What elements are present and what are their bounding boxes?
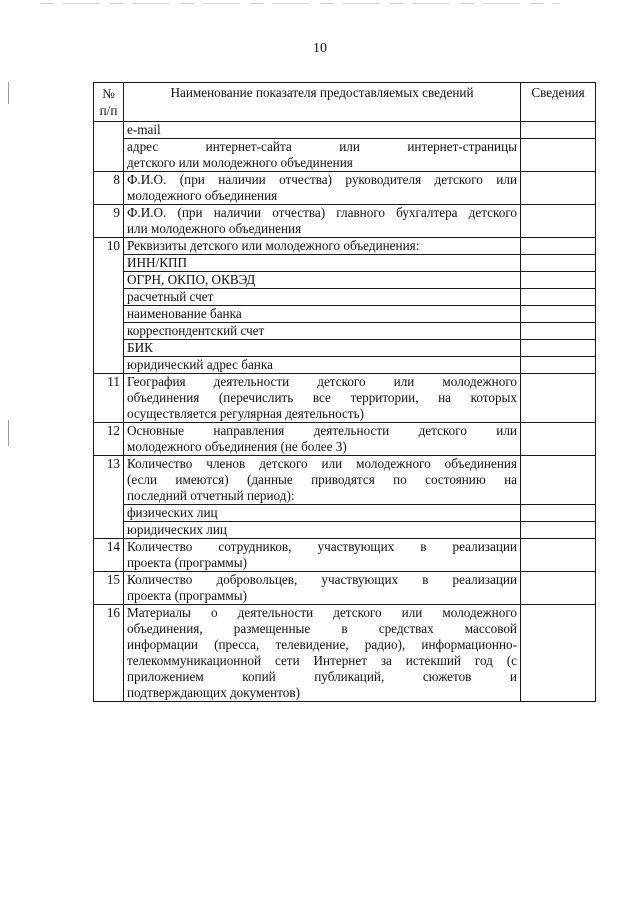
table-row: [94, 357, 596, 374]
indicator-text-line: Материалы о деятельности детского или молодежного: [127, 605, 517, 620]
indicator-text-line: подтверждающих документов): [127, 685, 300, 700]
row-number: 11: [94, 374, 124, 423]
indicator-text-line: e-mail: [127, 122, 161, 137]
row-value-cell[interactable]: [521, 423, 596, 456]
row-indicator-name: [124, 423, 521, 456]
table-row: [94, 238, 596, 255]
row-indicator-name: [124, 522, 521, 539]
row-number: [94, 522, 124, 539]
table-row: [94, 139, 596, 172]
table-row: [94, 572, 596, 605]
indicator-text-line: детского или молодежного объединения: [127, 155, 353, 170]
table-row: [94, 374, 596, 423]
table-row: [94, 340, 596, 357]
row-value-cell[interactable]: [521, 374, 596, 423]
indicator-text-line: ИНН/КПП: [127, 255, 188, 270]
header-value: Сведения: [521, 83, 596, 122]
row-value-cell[interactable]: [521, 306, 596, 323]
indicator-text-line: наименование банка: [127, 306, 242, 321]
indicator-text-line: корреспондентский счет: [127, 323, 265, 338]
row-indicator-name: [124, 122, 521, 139]
indicator-text-line: расчетный счет: [127, 289, 214, 304]
row-number: 10: [94, 238, 124, 255]
row-value-cell[interactable]: [521, 539, 596, 572]
row-indicator-name: [124, 238, 521, 255]
row-number: 16: [94, 605, 124, 702]
row-number: [94, 340, 124, 357]
row-number: 9: [94, 205, 124, 238]
scan-artifact-mark: [8, 82, 9, 104]
indicator-text-line: Ф.И.О. (при наличии отчества) главного бухгалтера детского: [127, 205, 517, 220]
row-indicator-name: [124, 605, 521, 702]
table-row: [94, 539, 596, 572]
row-value-cell[interactable]: [521, 605, 596, 702]
row-number: [94, 139, 124, 172]
row-value-cell[interactable]: [521, 122, 596, 139]
indicator-text-line: адрес интернет-сайта или интернет-страницы: [127, 139, 517, 154]
table-row: [94, 172, 596, 205]
indicator-text-line: (если имеются) (данные приводятся по состоянию на: [127, 472, 517, 487]
indicator-text-line: География деятельности детского или молодежного: [127, 374, 517, 389]
row-indicator-name: [124, 374, 521, 423]
indicator-text-line: Количество членов детского или молодежного объединения: [127, 456, 517, 471]
indicator-text-line: проекта (программы): [127, 555, 248, 570]
row-value-cell[interactable]: [521, 522, 596, 539]
indicator-text-line: объединения, размещенные в средствах массовой: [127, 621, 517, 636]
row-value-cell[interactable]: [521, 456, 596, 505]
table-header-row: [94, 83, 596, 122]
indicator-text-line: проекта (программы): [127, 588, 248, 603]
row-value-cell[interactable]: [521, 272, 596, 289]
row-number: 14: [94, 539, 124, 572]
table-row: [94, 272, 596, 289]
row-indicator-name: [124, 306, 521, 323]
row-indicator-name: [124, 340, 521, 357]
table-row: [94, 122, 596, 139]
row-value-cell[interactable]: [521, 572, 596, 605]
row-indicator-name: [124, 323, 521, 340]
row-indicator-name: [124, 357, 521, 374]
row-number: [94, 272, 124, 289]
row-value-cell[interactable]: [521, 357, 596, 374]
row-value-cell[interactable]: [521, 340, 596, 357]
row-indicator-name: [124, 272, 521, 289]
indicator-text-line: БИК: [127, 340, 153, 355]
indicator-text-line: объединения (перечислить все территории, на которых: [127, 390, 517, 405]
indicator-text-line: молодежного объединения: [127, 188, 278, 203]
indicator-text-line: ОГРН, ОКПО, ОКВЭД: [127, 272, 256, 287]
indicator-text-line: Ф.И.О. (при наличии отчества) руководителя детского или: [127, 172, 517, 187]
row-number: [94, 357, 124, 374]
header-indicator-name: Наименование показателя предоставляемых сведений: [124, 83, 521, 122]
row-indicator-name: [124, 289, 521, 306]
row-indicator-name: [124, 539, 521, 572]
row-number: [94, 289, 124, 306]
indicator-text-line: юридических лиц: [127, 522, 227, 537]
indicator-text-line: юридический адрес банка: [127, 357, 273, 372]
row-number: [94, 122, 124, 139]
table-row: [94, 289, 596, 306]
row-number: [94, 306, 124, 323]
row-value-cell[interactable]: [521, 323, 596, 340]
indicator-text-line: физических лиц: [127, 505, 218, 520]
table-row: [94, 306, 596, 323]
indicator-text-line: или молодежного объединения: [127, 221, 302, 236]
row-indicator-name: [124, 205, 521, 238]
scan-artifact-line: [40, 3, 560, 4]
table-row: [94, 505, 596, 522]
table-row: [94, 605, 596, 702]
row-number: 12: [94, 423, 124, 456]
indicator-text-line: Реквизиты детского или молодежного объединения:: [127, 238, 420, 253]
scan-artifact-mark: [8, 420, 9, 446]
table-row: [94, 205, 596, 238]
indicator-text-line: последний отчетный период):: [127, 488, 295, 503]
row-number: 8: [94, 172, 124, 205]
information-table: [93, 82, 596, 702]
indicator-text-line: Количество сотрудников, участвующих в реализации: [127, 539, 517, 554]
row-value-cell[interactable]: [521, 255, 596, 272]
table-body: [94, 122, 596, 702]
row-indicator-name: [124, 139, 521, 172]
row-value-cell[interactable]: [521, 289, 596, 306]
indicator-text-line: приложением копий публикаций, сюжетов и: [127, 669, 517, 684]
indicator-text-line: Основные направления деятельности детского или: [127, 423, 517, 438]
table-row: [94, 423, 596, 456]
row-value-cell[interactable]: [521, 238, 596, 255]
indicator-text-line: информации (пресса, телевидение, радио), информационно-: [127, 637, 517, 652]
row-number: 15: [94, 572, 124, 605]
row-indicator-name: [124, 572, 521, 605]
row-indicator-name: [124, 456, 521, 505]
row-value-cell[interactable]: [521, 139, 596, 172]
indicator-text-line: осуществляется регулярная деятельность): [127, 406, 365, 421]
indicator-text-line: Количество добровольцев, участвующих в реализации: [127, 572, 517, 587]
table-row: [94, 456, 596, 505]
header-number: № п/п: [94, 83, 124, 122]
row-indicator-name: [124, 505, 521, 522]
page-number: 10: [313, 41, 327, 56]
table-row: [94, 255, 596, 272]
row-number: [94, 505, 124, 522]
table-row: [94, 323, 596, 340]
indicator-text-line: телекоммуникационной сети Интернет за истекший год (с: [127, 653, 517, 668]
row-indicator-name: [124, 172, 521, 205]
row-number: [94, 255, 124, 272]
row-value-cell[interactable]: [521, 205, 596, 238]
row-number: 13: [94, 456, 124, 505]
table-row: [94, 522, 596, 539]
row-value-cell[interactable]: [521, 172, 596, 205]
row-indicator-name: [124, 255, 521, 272]
indicator-text-line: молодежного объединения (не более 3): [127, 439, 347, 454]
row-number: [94, 323, 124, 340]
row-value-cell[interactable]: [521, 505, 596, 522]
